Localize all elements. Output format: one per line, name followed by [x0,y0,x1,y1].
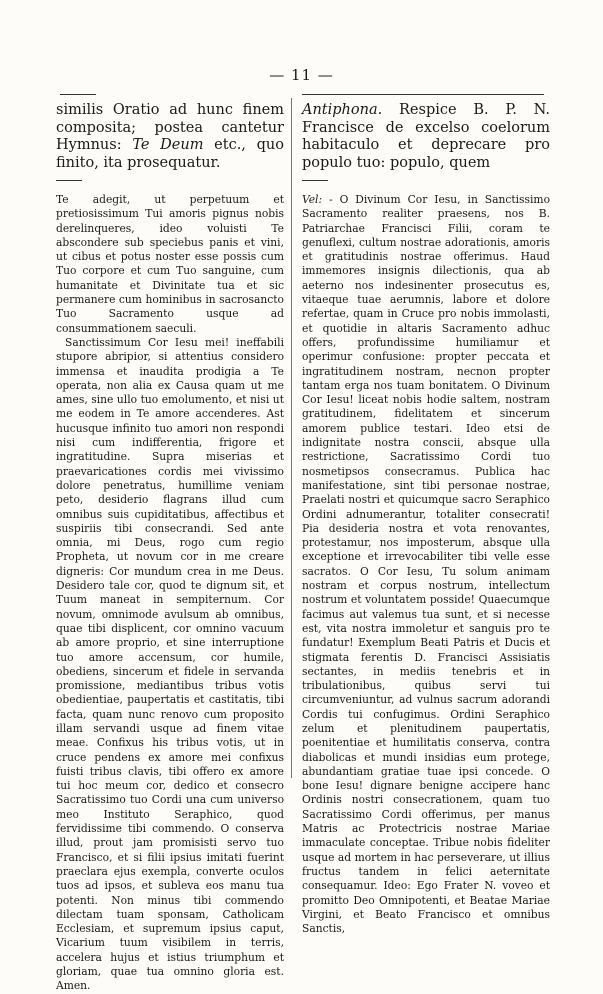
left-column [56,92,284,994]
left-paragraph-1: Te adegit, ut perpetuum et pretiosissimum Tui amoris pignus nobis derelinqueres, ideo voluisti Te abscondere sub speciebus panis et vini, ut cibus et potus noster esse possis cum Tuo corpore et cum Tuo sanguine, cum humanitate et Divinitate tua et sic permanere cum hominibus in sacrosancto Tuo Sacramento usque ad consummationem saeculi. [56,193,284,335]
right-separator [302,180,328,181]
intro-end: etc., quo finito, ita prosequatur. [56,137,284,171]
page-number: — 11 — [269,66,334,84]
intro-text: similis Oratio ad hunc finem composita; postea cantetur Hymnus: [56,102,284,153]
antiphona-label: Antiphona. [302,102,383,118]
right-column [302,92,550,936]
left-paragraph-2: Sanctissimum Cor Iesu mei! ineffabili stupore abripior, si attentius considero immensa et inaudita prodigia a Te operata, non alia ex Causa quam ut me ames, sine ullo tuo emolumento, et nisi ut me eodem in Te amore accenderes. Ast hucusque infinito tuo amori non respondi nisi cum indifferentia, frigore et ingratitudine. Supra miserias et praevaricationes cordis mei vivissimo dolore penetratus, humillime veniam peto, desiderio flagrans illud cum omnibus suis cupiditatibus, affectibus et suspiriis tibi consecrandi. Sed ante omnia, mi Deus, rogo cum regio Propheta, ut novum cor in me creare digneris: Cor mundum crea in me Deus. Desidero tale cor, quod te dignum sit, et Tuum maneat in sempiternum. Cor novum, omnimode avulsum ab omnibus, quae tibi displicent, cor omnino vacuum ab amore proprio, et sine interruptione tuo amore accensum, cor humile, obediens, sincerum et fidele in servanda promissione, mediantibus tribus votis obedientiae, paupertatis et castitatis, tibi facta, quam nunc renovo cum proposito illam servandi usque ad finem vitae meae. Confixus his tribus votis, ut in cruce pendens ex amore mei confixus fuisti tribus clavis, tibi offero ex amore tui hoc meum cor, dedico et consecro Sacratissimo tuo Cordi una cum universo meo Instituto Seraphico, quod fervidissime tibi commendo. O conserva illud, prout jam promisisti servo tuo Francisco, et si filii ipsius imitati fuerint praeclara ejus exempla, converte oculos tuos ad ipsos, et subleva eos manu tua potenti. Non minus tibi commendo dilectam tuam sponsam, Catholicam Ecclesiam, et supremum ipsius caput, Vicarium tuum visibilem in terris, accelera hujus et istius triumphum et gloriam, quae tua omnino gloria est. Amen. [56,335,284,993]
vel-text: - O Divinum Cor Iesu, in Sanctissimo Sacramento realiter praesens, nos B. Patriarchae Francisci Filii, coram te genuflexi, cultum nostrae adorationis, amoris et gratitudinis nostrae offerimus. Haud immemores insignis dilectionis, qua ab aeterno nos indesinenter prosecutus es, vitaeque tuae aerumnis, labore et dolore refertae, quam in Cruce pro nobis immolasti, et quotidie in altaris Sacramento adhuc offers, profundissime humiliamur et operimur confusione: propter peccata et ingratitudinem nostram, necnon propter tantam erga nos tuam bonitatem. O Divinum Cor Iesu! liceat nobis hodie saltem, nostram gratitudinem, fidelitatem et sincerum amorem publice testari. Ideo etsi de indignitate nostra conscii, absque ulla restrictione, Sacratissimo Cordi tuo nosmetipsos consecramus. Publica hac manifestatione, sint tibi personae nostrae, Praelati nostri et quicumque sacro Seraphico Ordini adnumerantur, totaliter consecrati! Pia desideria nostra et vota renovantes, protestamur, nos imposterum, absque ulla exceptione et irrevocabiliter tibi velle esse sacratos. O Cor Iesu, Tu solum animam nostram et corpus nostrum, intellectum nostrum et voluntatem posside! Quaecumque facimus aut valemus tua sunt, et si necesse est, vita nostra immoletur et sanguis pro te fundatur! Exemplum Beati Patris et Ducis et stigmata ferentis D. Francisci Assisiatis sectantes, in mediis tenebris et in tribulationibus, quibus servi tui circumveniuntur, ad vulnus sacrum adorandi Cordis tui confugimus. Ordini Seraphico zelum et plenitudinem paupertatis, poenitentiae et humilitatis conserva, contra diabolicas et mundi insidias eum protege, abundantiam gratiae tuae ipsi concede. O bone Iesu! dignare benigne accipere hanc Ordinis nostri consecrationem, quam tuo Sacratissimo Cordi offerimus, per manus Matris ac Protectricis nostrae Mariae immaculate conceptae. Tribue nobis fideliter usque ad mortem in hac perseverare, ut illius fructus tandem in felici aeternitate consequamur. Ideo: Ego Frater N. voveo et promitto Deo Omnipotenti, et Beatae Mariae Virgini, et Beato Francisco et omnibus Sanctis, [302,193,550,936]
column-divider [291,98,292,778]
left-intro-text [56,102,284,172]
antiphona [302,102,550,172]
vel-label: Vel: [302,193,323,206]
left-separator [56,180,82,181]
intro-italic: Te Deum [132,137,204,153]
antiphona-text: Respice B. P. N. Francisce de excelso coelorum habitaculo et deprecare pro populo tuo: populo, quem [302,102,550,171]
right-paragraph-1 [302,193,550,936]
